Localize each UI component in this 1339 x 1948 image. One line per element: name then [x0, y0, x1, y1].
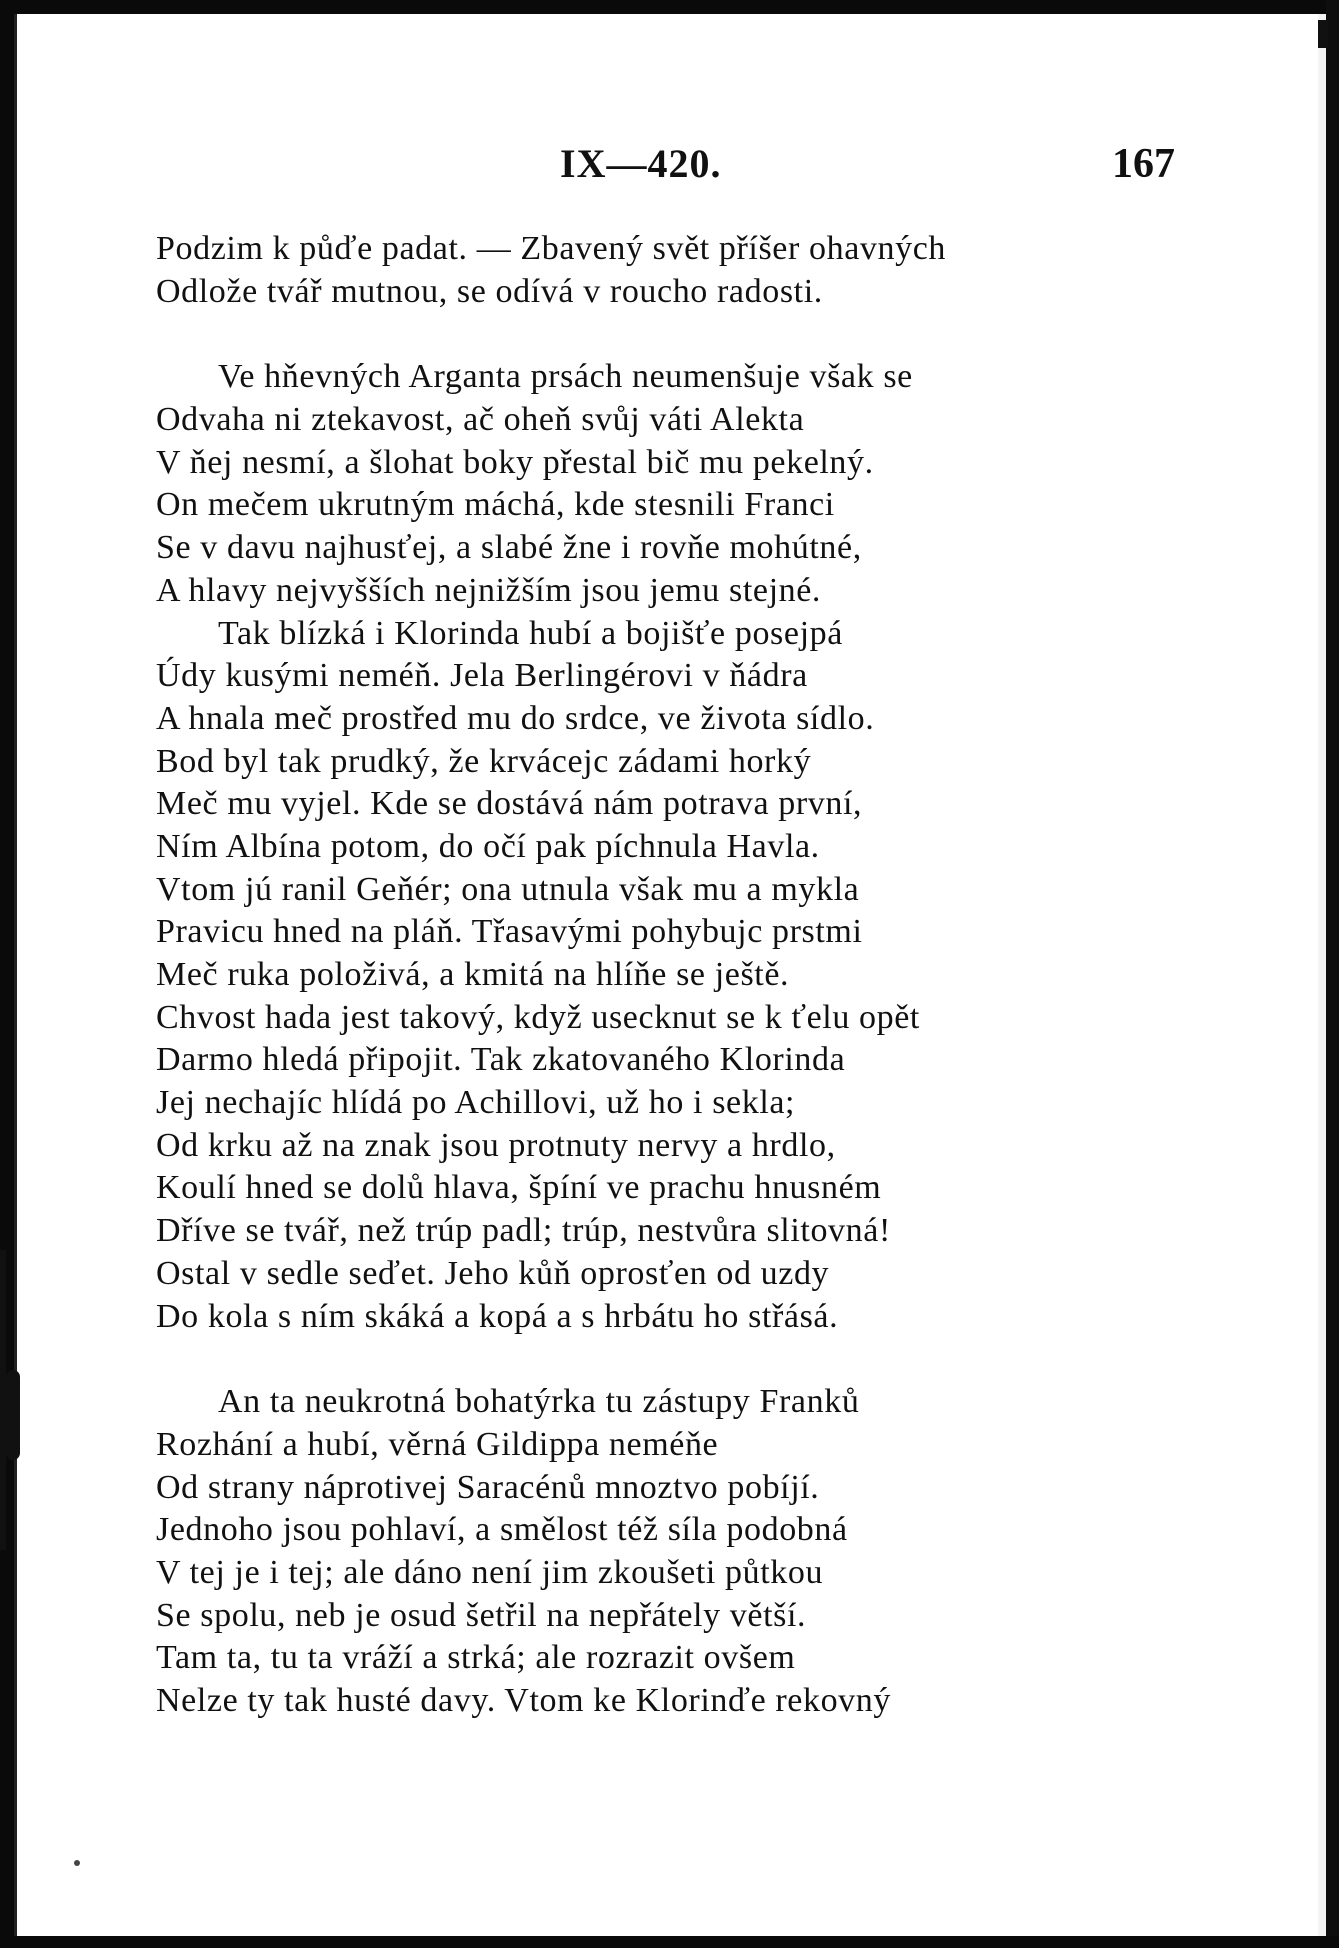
- verse-line: Dříve se tvář, než trúp padl; trúp, nestvůra slitovná!: [156, 1212, 891, 1250]
- verse-line: Pravicu hned na pláň. Třasavými pohybujc prstmi: [156, 913, 863, 951]
- stanza-break: [156, 1338, 1306, 1381]
- verse-line: On mečem ukrutným máchá, kde stesnili Franci: [156, 486, 835, 524]
- verse-line: Darmo hledá připojit. Tak zkatovaného Klorinda: [156, 1041, 846, 1079]
- scan-corner-mark: [1318, 20, 1328, 48]
- verse-line: Jednoho jsou pohlaví, a smělost též síla podobná: [156, 1511, 848, 1549]
- verse-line: Se v davu najhusťej, a slabé žne i rovňe mohútné,: [156, 529, 862, 567]
- stanza-3: [156, 1381, 1306, 1723]
- verse-line: Podzim k půďe padat. — Zbavený svět příšer ohavných: [156, 230, 947, 267]
- verse-line: Ve hňevných Arganta prsách neumenšuje však se: [218, 358, 913, 396]
- verse-line: Od krku až na znak jsou protnuty nervy a hrdlo,: [156, 1126, 836, 1164]
- verse-line: Ostal v sedle seďet. Jeho kůň oprosťen od uzdy: [156, 1254, 830, 1292]
- running-head: IX—420.: [560, 141, 722, 186]
- verse-line: Tam ta, tu ta vráží a strká; ale rozrazit ovšem: [156, 1639, 796, 1677]
- verse-line: Tak blízká i Klorinda hubí a bojišťe posejpá: [218, 614, 843, 652]
- poem-text: [156, 228, 1306, 1723]
- verse-line: Odlože tvář mutnou, se odívá v roucho radosti.: [156, 272, 823, 310]
- verse-line: Vtom jú ranil Geňér; ona utnula však mu a mykla: [156, 870, 860, 908]
- verse-line: Meč ruka položivá, a kmitá na hlíňe se ještě.: [156, 956, 790, 993]
- verse-line: Do kola s ním skáká a kopá a s hrbátu ho střásá.: [156, 1297, 839, 1335]
- verse-line: Koulí hned se dolů hlava, špíní ve prachu hnusném: [156, 1169, 882, 1207]
- stanza-break: [156, 313, 1306, 356]
- page-number: 167: [1112, 141, 1175, 187]
- verse-line: V tej je i tej; ale dáno není jim zkoušeti půtkou: [156, 1553, 824, 1591]
- scan-right-border: [1326, 0, 1339, 1948]
- verse-line: An ta neukrotná bohatýrka tu zástupy Franků: [218, 1383, 860, 1421]
- verse-line: Od strany náprotivej Saracénů mnoztvo pobíjí.: [156, 1468, 820, 1506]
- scan-left-margin: [14, 14, 53, 1936]
- verse-line: Odvaha ni ztekavost, ač oheň svůj váti Alekta: [156, 401, 805, 439]
- verse-line: A hlavy nejvyšších nejnižším jsou jemu stejné.: [156, 571, 822, 609]
- verse-line: A hnala meč prostřed mu do srdce, ve života sídlo.: [156, 699, 875, 737]
- verse-line: Jej nechajíc hlídá po Achillovi, už ho i sekla;: [156, 1084, 796, 1122]
- stanza-1: [156, 228, 1306, 313]
- scan-speck: [74, 1860, 80, 1866]
- scan-binding-mark: [6, 1370, 20, 1460]
- verse-line: Údy kusými neméň. Jela Berlingérovi v ňádra: [156, 657, 808, 695]
- verse-line: Rozhání a hubí, věrná Gildippa neméňe: [156, 1425, 719, 1463]
- stanza-2: [156, 356, 1306, 1338]
- scan-top-border: [0, 0, 1339, 14]
- verse-line: Ním Albína potom, do očí pak píchnula Havla.: [156, 827, 820, 865]
- verse-line: Bod byl tak prudký, že krvácejc zádami horký: [156, 742, 812, 780]
- verse-line: Se spolu, neb je osud šetřil na nepřátely větší.: [156, 1596, 807, 1634]
- verse-line: V ňej nesmí, a šlohat boky přestal bič mu pekelný.: [156, 443, 874, 481]
- page-header: [0, 140, 1339, 186]
- scan-left-border: [0, 0, 14, 1948]
- verse-line: Meč mu vyjel. Kde se dostává nám potrava první,: [156, 785, 863, 823]
- verse-line: Nelze ty tak husté davy. Vtom ke Klorinďe rekovný: [156, 1682, 891, 1719]
- scan-bottom-border: [0, 1936, 1339, 1948]
- verse-line: Chvost hada jest takový, když usecknut se k ťelu opět: [156, 998, 920, 1036]
